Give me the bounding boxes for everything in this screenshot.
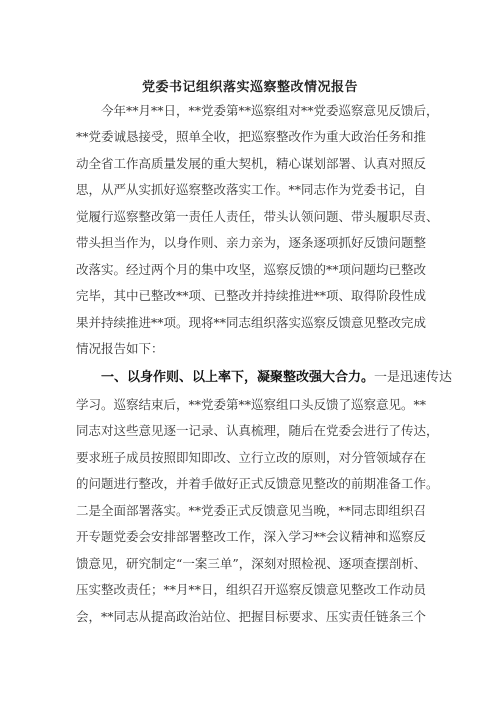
paragraph-1-line-3: 动全省工作高质量发展的重大契机，精心谋划部署、认真对照反 — [76, 156, 427, 171]
section-heading-tail: 一是迅速传达 — [374, 370, 453, 385]
document-title: 党委书记组织落实巡察整改情况报告 — [141, 80, 358, 95]
section-heading: 一、以身作则、以上率下，凝聚整改强大合力。 — [101, 370, 375, 385]
paragraph-2-line-5: 二是全面部署落实。**党委正式反馈意见当晚，**同志即组织召 — [76, 503, 427, 518]
paragraph-2-line-6: 开专题党委会安排部署整改工作，深入学习**会议精神和巡察反 — [76, 529, 427, 544]
paragraph-1-line-9: 果并持续推进**项。现将**同志组织落实巡察反馈意见整改完成 — [76, 315, 427, 330]
paragraph-2-line-7: 馈意见，研究制定“一案三单”，深刻对照检视、逐项查摆剖析、 — [76, 556, 427, 571]
paragraph-1-line-4: 思，从严从实抓好巡察整改落实工作。**同志作为党委书记，自 — [76, 182, 427, 197]
paragraph-2-line-3: 要求班子成员按照即知即改、立行立改的原则，对分管领域存在 — [76, 450, 427, 465]
paragraph-1-line-8: 完毕，其中已整改**项、已整改并持续推进**项、取得阶段性成 — [76, 288, 427, 303]
paragraph-1-line-2: **党委诚恳接受，照单全收，把巡察整改作为重大政治任务和推 — [76, 129, 427, 144]
paragraph-1-line-7: 改落实。经过两个月的集中攻坚，巡察反馈的**项问题均已整改 — [76, 262, 427, 277]
paragraph-1-line-5: 觉履行巡察整改第一责任人责任，带头认领问题、带头履职尽责、 — [76, 209, 439, 224]
paragraph-1-line-1: 今年**月**日，**党委第**巡察组对**党委巡察意见反馈后， — [101, 103, 439, 118]
paragraph-1-line-10: 情况报告如下： — [76, 341, 164, 356]
paragraph-2-line-2: 同志对这些意见逐一记录、认真梳理，随后在党委会进行了传达， — [76, 423, 439, 438]
paragraph-2-heading-line — [101, 368, 453, 388]
paragraph-2-line-1: 学习。巡察结束后，**党委第**巡察组口头反馈了巡察意见。** — [76, 397, 427, 412]
paragraph-2-line-9: 会，**同志从提高政治站位、把握目标要求、压实责任链条三个 — [76, 609, 427, 624]
paragraph-1-line-6: 带头担当作为，以身作则、亲力亲为，逐条逐项抓好反馈问题整 — [76, 235, 427, 250]
paragraph-2-line-4: 的问题进行整改，并着手做好正式反馈意见整改的前期准备工作。 — [76, 476, 439, 491]
paragraph-2-line-8: 压实整改责任；**月**日，组织召开巡察反馈意见整改工作动员 — [76, 582, 427, 597]
